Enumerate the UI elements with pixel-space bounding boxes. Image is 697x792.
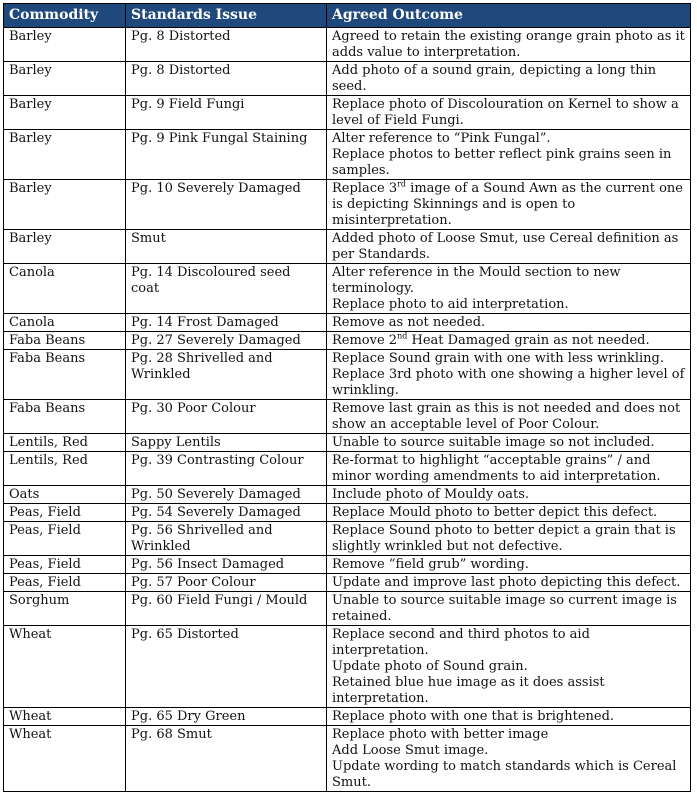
- header-agreed-outcome: Agreed Outcome: [327, 4, 691, 28]
- agreed-outcome-cell: [327, 62, 691, 96]
- outcome-line: Update and improve last photo depicting this defect.: [332, 575, 681, 590]
- outcome-line: Update wording to match standards which is Cereal Smut.: [332, 759, 677, 790]
- outcome-line: Unable to source suitable image so not included.: [332, 435, 655, 450]
- header-standards-issue: Standards Issue: [126, 4, 327, 28]
- standards-issue-cell: Pg. 8 Distorted: [126, 28, 327, 62]
- agreed-outcome-cell: [327, 332, 691, 350]
- standards-issue-cell: Pg. 14 Frost Damaged: [126, 314, 327, 332]
- agreed-outcome-cell: [327, 96, 691, 130]
- standards-issue-cell: Pg. 68 Smut: [126, 726, 327, 792]
- agreed-outcome-cell: [327, 708, 691, 726]
- table-row: [4, 264, 691, 314]
- outcome-line: Update photo of Sound grain.: [332, 659, 528, 674]
- commodity-cell: Barley: [4, 230, 126, 264]
- outcome-line: Replace photos to better reflect pink grains seen in samples.: [332, 147, 672, 178]
- agreed-outcome-cell: [327, 180, 691, 230]
- table-row: [4, 556, 691, 574]
- outcome-line: Remove as not needed.: [332, 315, 486, 330]
- outcome-line: Replace second and third photos to aid interpretation.: [332, 627, 590, 658]
- table-row: [4, 400, 691, 434]
- standards-issue-cell: Pg. 56 Shrivelled and Wrinkled: [126, 522, 327, 556]
- ordinal-suffix: nd: [397, 331, 408, 341]
- table-row: [4, 452, 691, 486]
- commodity-cell: Wheat: [4, 708, 126, 726]
- agreed-outcome-cell: [327, 452, 691, 486]
- standards-issue-cell: Pg. 54 Severely Damaged: [126, 504, 327, 522]
- outcome-line: Alter reference in the Mould section to new terminology.: [332, 265, 621, 296]
- commodity-cell: Barley: [4, 180, 126, 230]
- standards-issue-cell: Pg. 9 Field Fungi: [126, 96, 327, 130]
- standards-issue-cell: Pg. 14 Discoloured seed coat: [126, 264, 327, 314]
- table-row: [4, 130, 691, 180]
- table-row: [4, 96, 691, 130]
- table-row: [4, 726, 691, 792]
- standards-issue-cell: Pg. 57 Poor Colour: [126, 574, 327, 592]
- standards-issue-cell: Pg. 56 Insect Damaged: [126, 556, 327, 574]
- outcome-line: Add Loose Smut image.: [332, 743, 489, 758]
- agreed-outcome-cell: [327, 314, 691, 332]
- commodity-cell: Lentils, Red: [4, 452, 126, 486]
- standards-issue-cell: Pg. 28 Shrivelled and Wrinkled: [126, 350, 327, 400]
- commodity-cell: Peas, Field: [4, 556, 126, 574]
- commodity-cell: Faba Beans: [4, 400, 126, 434]
- outcome-line: Replace Mould photo to better depict this defect.: [332, 505, 658, 520]
- table-row: [4, 486, 691, 504]
- commodity-cell: Peas, Field: [4, 574, 126, 592]
- outcome-line: Add photo of a sound grain, depicting a long thin seed.: [332, 63, 657, 94]
- standards-issue-cell: Pg. 9 Pink Fungal Staining: [126, 130, 327, 180]
- agreed-outcome-cell: [327, 556, 691, 574]
- outcome-line: Remove “field grub” wording.: [332, 557, 529, 572]
- outcome-text: Heat Damaged grain as not needed.: [407, 333, 650, 348]
- table-row: [4, 504, 691, 522]
- standards-issue-cell: Pg. 39 Contrasting Colour: [126, 452, 327, 486]
- agreed-outcome-cell: [327, 574, 691, 592]
- commodity-cell: Lentils, Red: [4, 434, 126, 452]
- table-row: [4, 350, 691, 400]
- commodity-cell: Oats: [4, 486, 126, 504]
- outcome-line: Replace Sound grain with one with less wrinkling.: [332, 351, 664, 366]
- table-row: [4, 434, 691, 452]
- standards-issue-cell: Pg. 65 Distorted: [126, 626, 327, 708]
- outcome-text: Replace 3: [332, 181, 398, 196]
- agreed-outcome-cell: [327, 522, 691, 556]
- agreed-outcome-cell: [327, 592, 691, 626]
- outcome-line: Re-format to highlight “acceptable grains” / and minor wording amendments to aid interpretation.: [332, 453, 661, 484]
- commodity-cell: Peas, Field: [4, 504, 126, 522]
- outcome-line: Retained blue hue image as it does assist interpretation.: [332, 675, 605, 706]
- standards-issue-cell: Sappy Lentils: [126, 434, 327, 452]
- table-row: [4, 28, 691, 62]
- commodity-cell: Barley: [4, 96, 126, 130]
- table-row: [4, 708, 691, 726]
- agreed-outcome-cell: [327, 130, 691, 180]
- standards-issue-cell: Pg. 50 Severely Damaged: [126, 486, 327, 504]
- outcome-line: Replace photo with one that is brightened.: [332, 709, 615, 724]
- table-row: [4, 314, 691, 332]
- agreed-outcome-cell: [327, 230, 691, 264]
- agreed-outcome-cell: [327, 486, 691, 504]
- commodity-cell: Canola: [4, 314, 126, 332]
- standards-issue-cell: Pg. 10 Severely Damaged: [126, 180, 327, 230]
- outcome-line: Replace photo of Discolouration on Kernel to show a level of Field Fungi.: [332, 97, 679, 128]
- outcome-line: Agreed to retain the existing orange grain photo as it adds value to interpretation.: [332, 29, 685, 60]
- standards-issue-cell: Pg. 60 Field Fungi / Mould: [126, 592, 327, 626]
- commodity-cell: Barley: [4, 28, 126, 62]
- outcome-line: Alter reference to “Pink Fungal”.: [332, 131, 551, 146]
- outcome-line: Replace photo to aid interpretation.: [332, 297, 569, 312]
- table-row: [4, 626, 691, 708]
- agreed-outcome-cell: [327, 264, 691, 314]
- standards-issue-cell: Pg. 30 Poor Colour: [126, 400, 327, 434]
- outcome-line: [332, 333, 685, 349]
- table-row: [4, 62, 691, 96]
- outcome-line: Replace photo with better image: [332, 727, 549, 742]
- outcome-line: Added photo of Loose Smut, use Cereal definition as per Standards.: [332, 231, 679, 262]
- outcome-line: Include photo of Mouldy oats.: [332, 487, 530, 502]
- outcome-line: Replace Sound photo to better depict a grain that is slightly wrinkled but not defective.: [332, 523, 676, 554]
- standards-issue-cell: Smut: [126, 230, 327, 264]
- agreed-outcome-cell: [327, 400, 691, 434]
- commodity-cell: Barley: [4, 130, 126, 180]
- agreed-outcome-cell: [327, 504, 691, 522]
- commodity-cell: Wheat: [4, 626, 126, 708]
- commodity-cell: Canola: [4, 264, 126, 314]
- commodity-cell: Wheat: [4, 726, 126, 792]
- table-row: [4, 592, 691, 626]
- agreed-outcome-cell: [327, 626, 691, 708]
- header-row: [4, 4, 691, 28]
- table-body: [4, 28, 691, 792]
- outcome-line: [332, 181, 685, 229]
- outcome-line: Unable to source suitable image so current image is retained.: [332, 593, 677, 624]
- standards-issue-cell: Pg. 27 Severely Damaged: [126, 332, 327, 350]
- outcome-line: Replace 3rd photo with one showing a higher level of wrinkling.: [332, 367, 685, 398]
- outcome-line: Remove last grain as this is not needed and does not show an acceptable level of Poor Colour.: [332, 401, 681, 432]
- standards-table: [3, 3, 691, 792]
- header-commodity: Commodity: [4, 4, 126, 28]
- table-row: [4, 332, 691, 350]
- standards-issue-cell: Pg. 8 Distorted: [126, 62, 327, 96]
- outcome-text: Remove 2: [332, 333, 398, 348]
- commodity-cell: Peas, Field: [4, 522, 126, 556]
- table-row: [4, 180, 691, 230]
- agreed-outcome-cell: [327, 434, 691, 452]
- ordinal-suffix: rd: [397, 179, 407, 189]
- agreed-outcome-cell: [327, 350, 691, 400]
- commodity-cell: Barley: [4, 62, 126, 96]
- agreed-outcome-cell: [327, 726, 691, 792]
- commodity-cell: Faba Beans: [4, 350, 126, 400]
- outcome-text: image of a Sound Awn as the current one is depicting Skinnings and is open to misinterpretation.: [332, 181, 683, 228]
- commodity-cell: Sorghum: [4, 592, 126, 626]
- standards-issue-cell: Pg. 65 Dry Green: [126, 708, 327, 726]
- agreed-outcome-cell: [327, 28, 691, 62]
- commodity-cell: Faba Beans: [4, 332, 126, 350]
- table-row: [4, 522, 691, 556]
- table-row: [4, 574, 691, 592]
- table-row: [4, 230, 691, 264]
